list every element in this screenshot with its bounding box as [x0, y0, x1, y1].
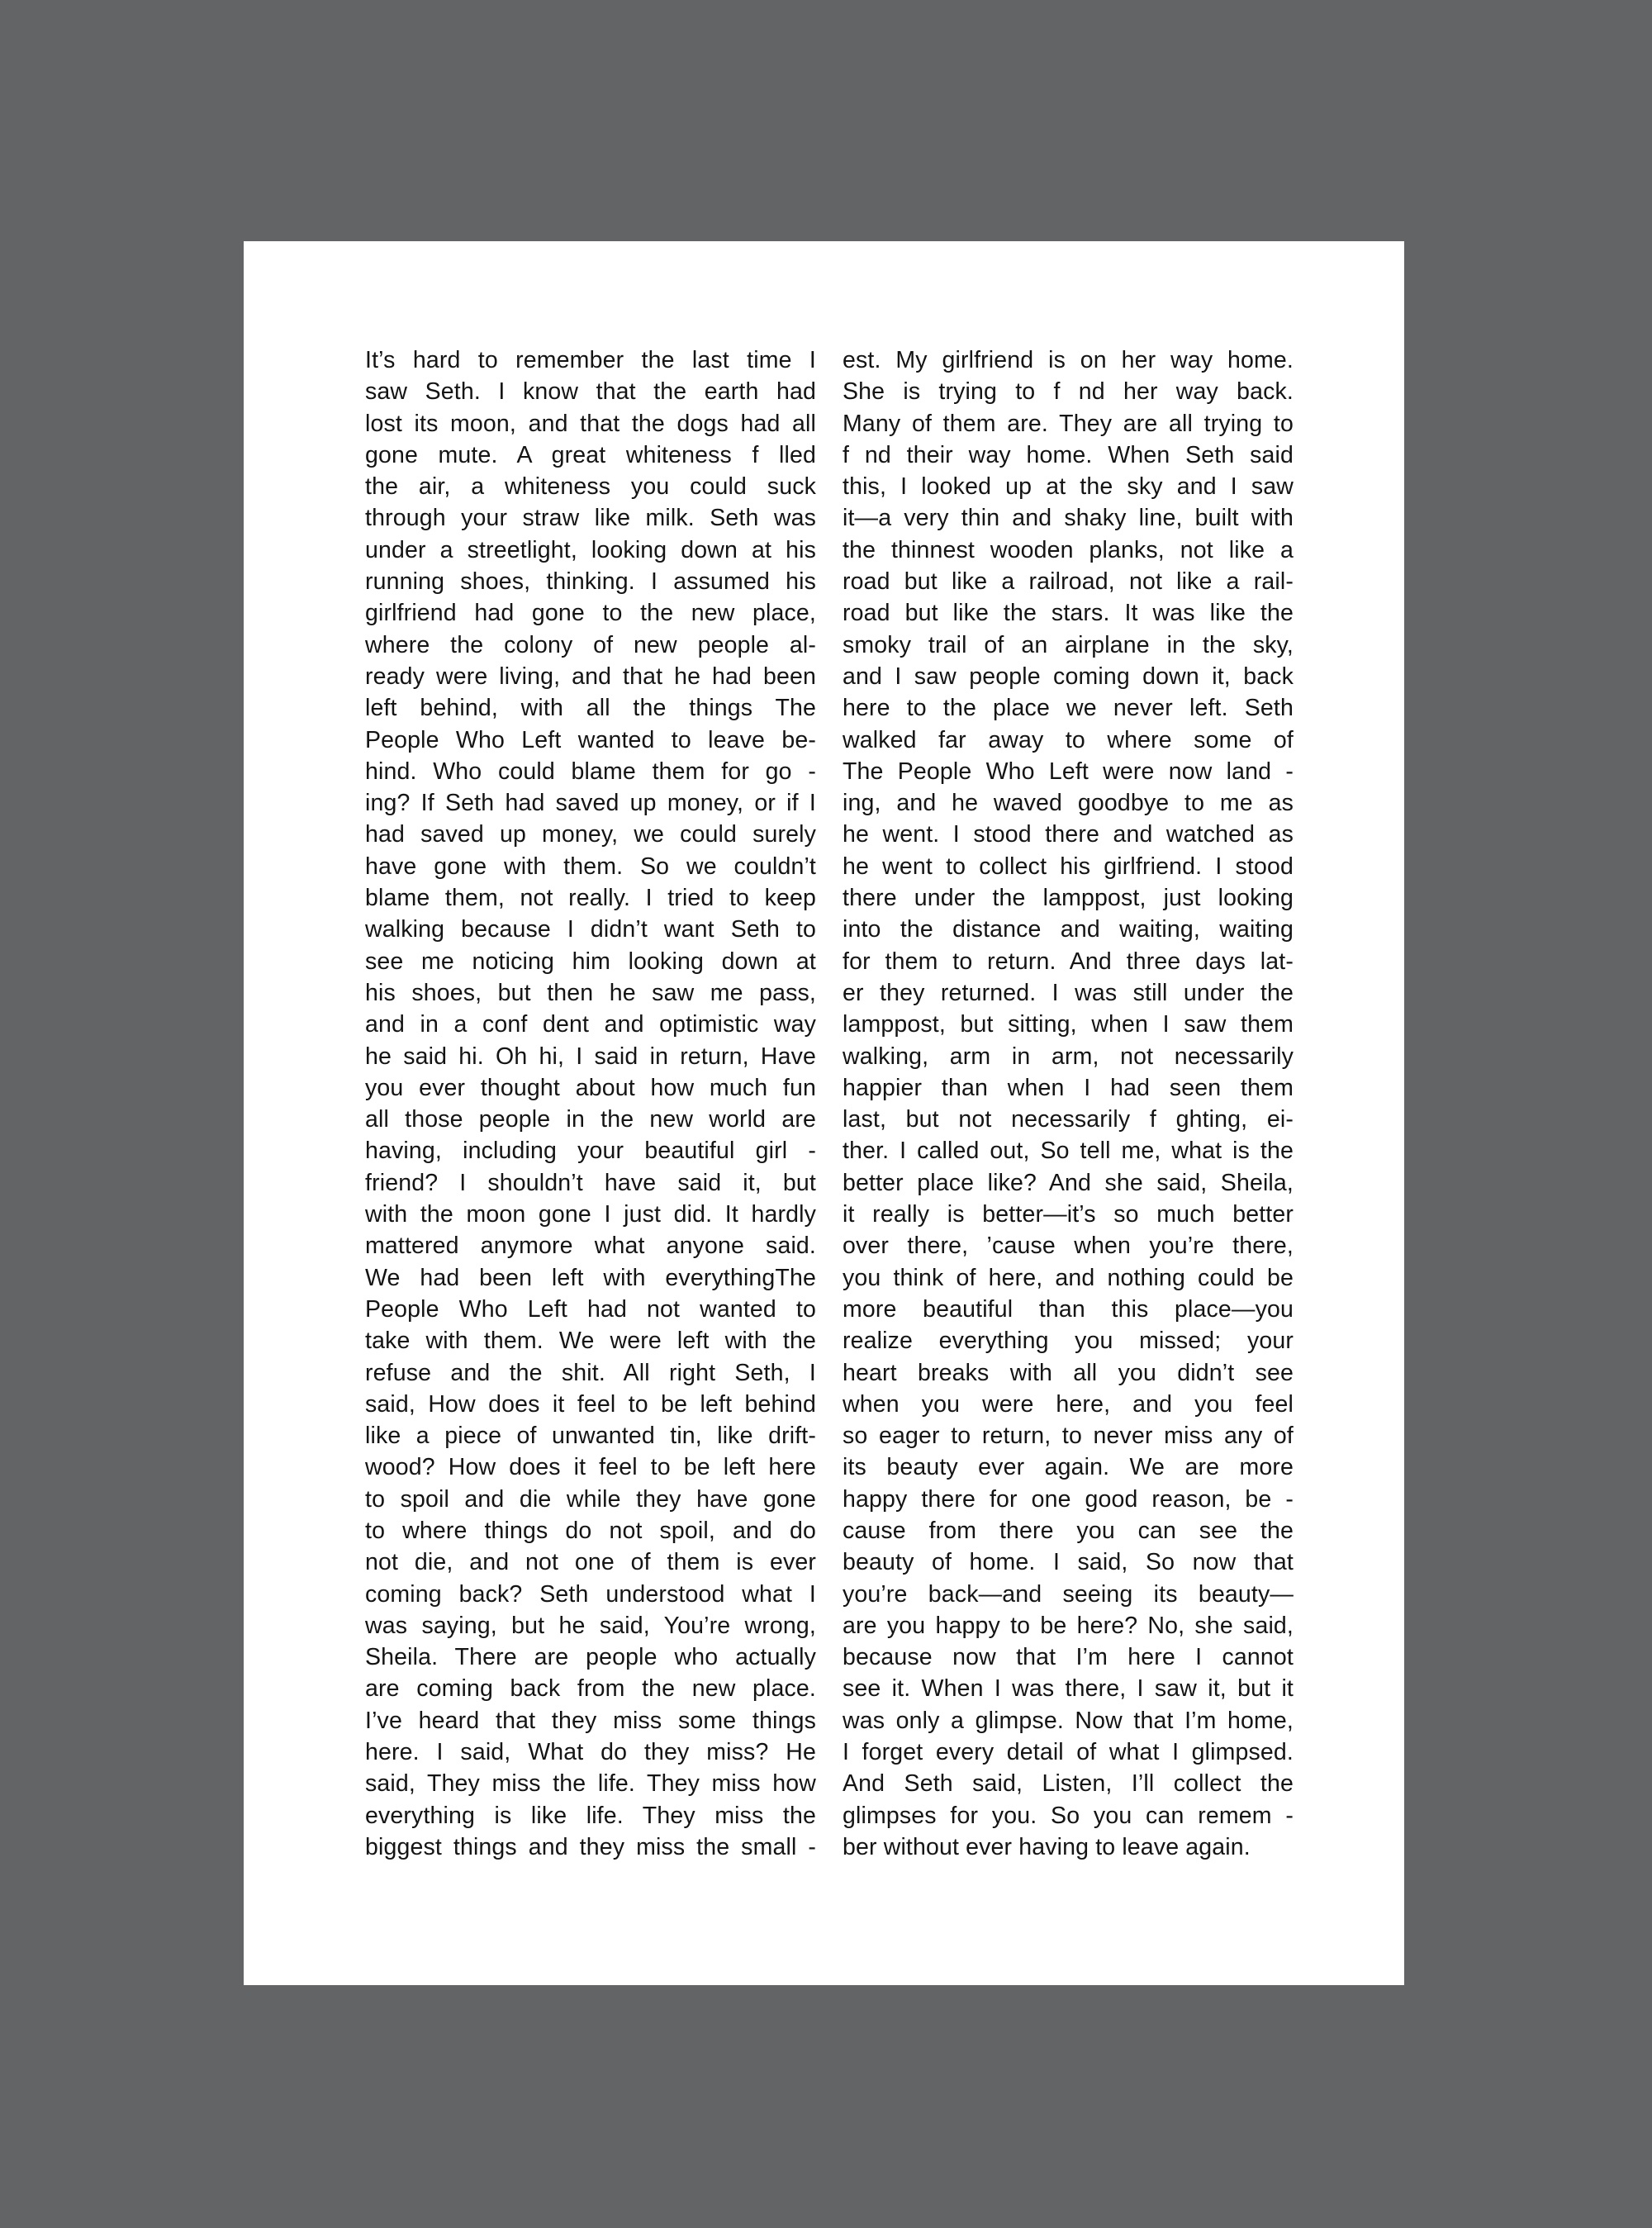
text-line: hind. Who could blame them for go - [365, 758, 816, 785]
left-text-column [365, 344, 816, 1863]
text-line: wood? How does it feel to be left here [365, 1454, 816, 1481]
text-line: I’ve heard that they miss some things [365, 1707, 816, 1734]
text-line: his shoes, but then he saw me pass, [365, 979, 816, 1006]
text-line: lost its moon, and that the dogs had all [365, 410, 816, 437]
text-line: happier than when I had seen them [843, 1074, 1294, 1101]
text-line: realize everything you missed; your [843, 1328, 1294, 1355]
text-line: more beautiful than this place—you [843, 1295, 1294, 1323]
text-line: ing? If Seth had saved up money, or if I [365, 790, 816, 817]
text-line: and I saw people coming down it, back [843, 663, 1294, 690]
text-line: walking because I didn’t want Seth to [365, 916, 816, 943]
text-line: running shoes, thinking. I assumed his [365, 568, 816, 596]
text-line: ber without ever having to leave again. [843, 1833, 1251, 1860]
text-line: its beauty ever again. We are more [843, 1454, 1294, 1481]
text-line: cause from there you can see the [843, 1517, 1294, 1544]
text-line: Sheila. There are people who actually [365, 1644, 816, 1671]
text-line: refuse and the shit. All right Seth, I [365, 1359, 816, 1386]
text-line: heart breaks with all you didn’t see [843, 1359, 1294, 1386]
text-line: because now that I’m here I cannot [843, 1644, 1294, 1671]
text-line: had saved up money, we could surely [365, 821, 816, 848]
text-line: biggest things and they miss the small - [365, 1833, 816, 1860]
text-line: est. My girlfriend is on her way home. [843, 347, 1294, 373]
text-line: People Who Left wanted to leave be- [365, 726, 816, 753]
text-line: and in a conf dent and optimistic way [365, 1011, 816, 1038]
right-text-column [843, 344, 1294, 1863]
text-line: She is trying to f nd her way back. [843, 378, 1294, 406]
text-line: he went. I stood there and watched as [843, 821, 1294, 848]
text-line: into the distance and waiting, waiting [843, 916, 1294, 943]
text-line: the air, a whiteness you could suck [365, 473, 816, 501]
text-line: last, but not necessarily f ghting, ei- [843, 1106, 1294, 1133]
text-line: having, including your beautiful girl - [365, 1138, 816, 1165]
text-line: see me noticing him looking down at [365, 948, 816, 975]
text-line: ready were living, and that he had been [365, 663, 816, 690]
text-line: have gone with them. So we couldn’t [365, 853, 816, 880]
text-line: was saying, but he said, You’re wrong, [365, 1612, 816, 1639]
text-line: said, They miss the life. They miss how [365, 1770, 816, 1798]
text-line: er they returned. I was still under the [843, 979, 1294, 1006]
text-line: The People Who Left were now land - [843, 758, 1294, 785]
text-line: there under the lamppost, just looking [843, 885, 1294, 912]
text-line: happy there for one good reason, be - [843, 1485, 1294, 1513]
text-line: the thinnest wooden planks, not like a [843, 536, 1294, 563]
text-line: was only a glimpse. Now that I’m home, [843, 1707, 1294, 1734]
text-line: he went to collect his girlfriend. I stood [843, 853, 1294, 880]
text-line: like a piece of unwanted tin, like drift- [365, 1423, 816, 1450]
text-line: beauty of home. I said, So now that [843, 1549, 1294, 1576]
text-line: road but like a railroad, not like a rail- [843, 568, 1294, 596]
text-line: People Who Left had not wanted to [365, 1295, 816, 1323]
text-line: under a streetlight, looking down at his [365, 536, 816, 563]
text-line: this, I looked up at the sky and I saw [843, 473, 1294, 501]
text-line: Many of them are. They are all trying to [843, 410, 1294, 437]
text-line: are coming back from the new place. [365, 1675, 816, 1703]
text-line: not die, and not one of them is ever [365, 1549, 816, 1576]
text-line: ing, and he waved goodbye to me as [843, 790, 1294, 817]
text-line: gone mute. A great whiteness f lled [365, 441, 816, 468]
text-line: We had been left with everythingThe [365, 1264, 816, 1291]
text-line: f nd their way home. When Seth said [843, 441, 1294, 468]
text-line: blame them, not really. I tried to keep [365, 885, 816, 912]
text-line: over there, ’cause when you’re there, [843, 1233, 1294, 1260]
text-line: better place like? And she said, Sheila, [843, 1169, 1294, 1196]
text-line: said, How does it feel to be left behind [365, 1390, 816, 1418]
text-line: when you were here, and you feel [843, 1390, 1294, 1418]
text-line: to where things do not spoil, and do [365, 1517, 816, 1544]
text-line: with the moon gone I just did. It hardly [365, 1201, 816, 1228]
text-line: everything is like life. They miss the [365, 1802, 816, 1829]
text-line: so eager to return, to never miss any of [843, 1423, 1294, 1450]
text-line: it—a very thin and shaky line, built with [843, 505, 1294, 532]
text-line: for them to return. And three days lat- [843, 948, 1294, 975]
text-line: walking, arm in arm, not necessarily [843, 1043, 1294, 1070]
text-line: mattered anymore what anyone said. [365, 1233, 816, 1260]
text-line: here to the place we never left. Seth [843, 695, 1294, 722]
text-line: where the colony of new people al- [365, 631, 816, 658]
text-line: see it. When I was there, I saw it, but it [843, 1675, 1294, 1703]
text-line: saw Seth. I know that the earth had [365, 378, 816, 406]
text-line: take with them. We were left with the [365, 1328, 816, 1355]
text-line: you think of here, and nothing could be [843, 1264, 1294, 1291]
text-line: I forget every detail of what I glimpsed. [843, 1739, 1294, 1766]
document-page [244, 241, 1404, 1985]
text-line: you ever thought about how much fun [365, 1074, 816, 1101]
text-line: all those people in the new world are [365, 1106, 816, 1133]
text-line: coming back? Seth understood what I [365, 1580, 816, 1608]
text-line: to spoil and die while they have gone [365, 1485, 816, 1513]
text-line: he said hi. Oh hi, I said in return, Have [365, 1043, 816, 1070]
text-line: walked far away to where some of [843, 726, 1294, 753]
text-line: And Seth said, Listen, I’ll collect the [843, 1770, 1294, 1798]
text-line: friend? I shouldn’t have said it, but [365, 1169, 816, 1196]
text-line: left behind, with all the things The [365, 695, 816, 722]
text-line: road but like the stars. It was like the [843, 600, 1294, 627]
text-line: girlfriend had gone to the new place, [365, 600, 816, 627]
text-line: you’re back—and seeing its beauty— [843, 1580, 1294, 1608]
text-line: here. I said, What do they miss? He [365, 1739, 816, 1766]
text-line: lamppost, but sitting, when I saw them [843, 1011, 1294, 1038]
text-line: glimpses for you. So you can remem - [843, 1802, 1294, 1829]
text-line: smoky trail of an airplane in the sky, [843, 631, 1294, 658]
text-line: through your straw like milk. Seth was [365, 505, 816, 532]
text-line: ther. I called out, So tell me, what is the [843, 1138, 1294, 1165]
text-line: It’s hard to remember the last time I [365, 347, 816, 373]
text-line: are you happy to be here? No, she said, [843, 1612, 1294, 1639]
text-line: it really is better—it’s so much better [843, 1201, 1294, 1228]
